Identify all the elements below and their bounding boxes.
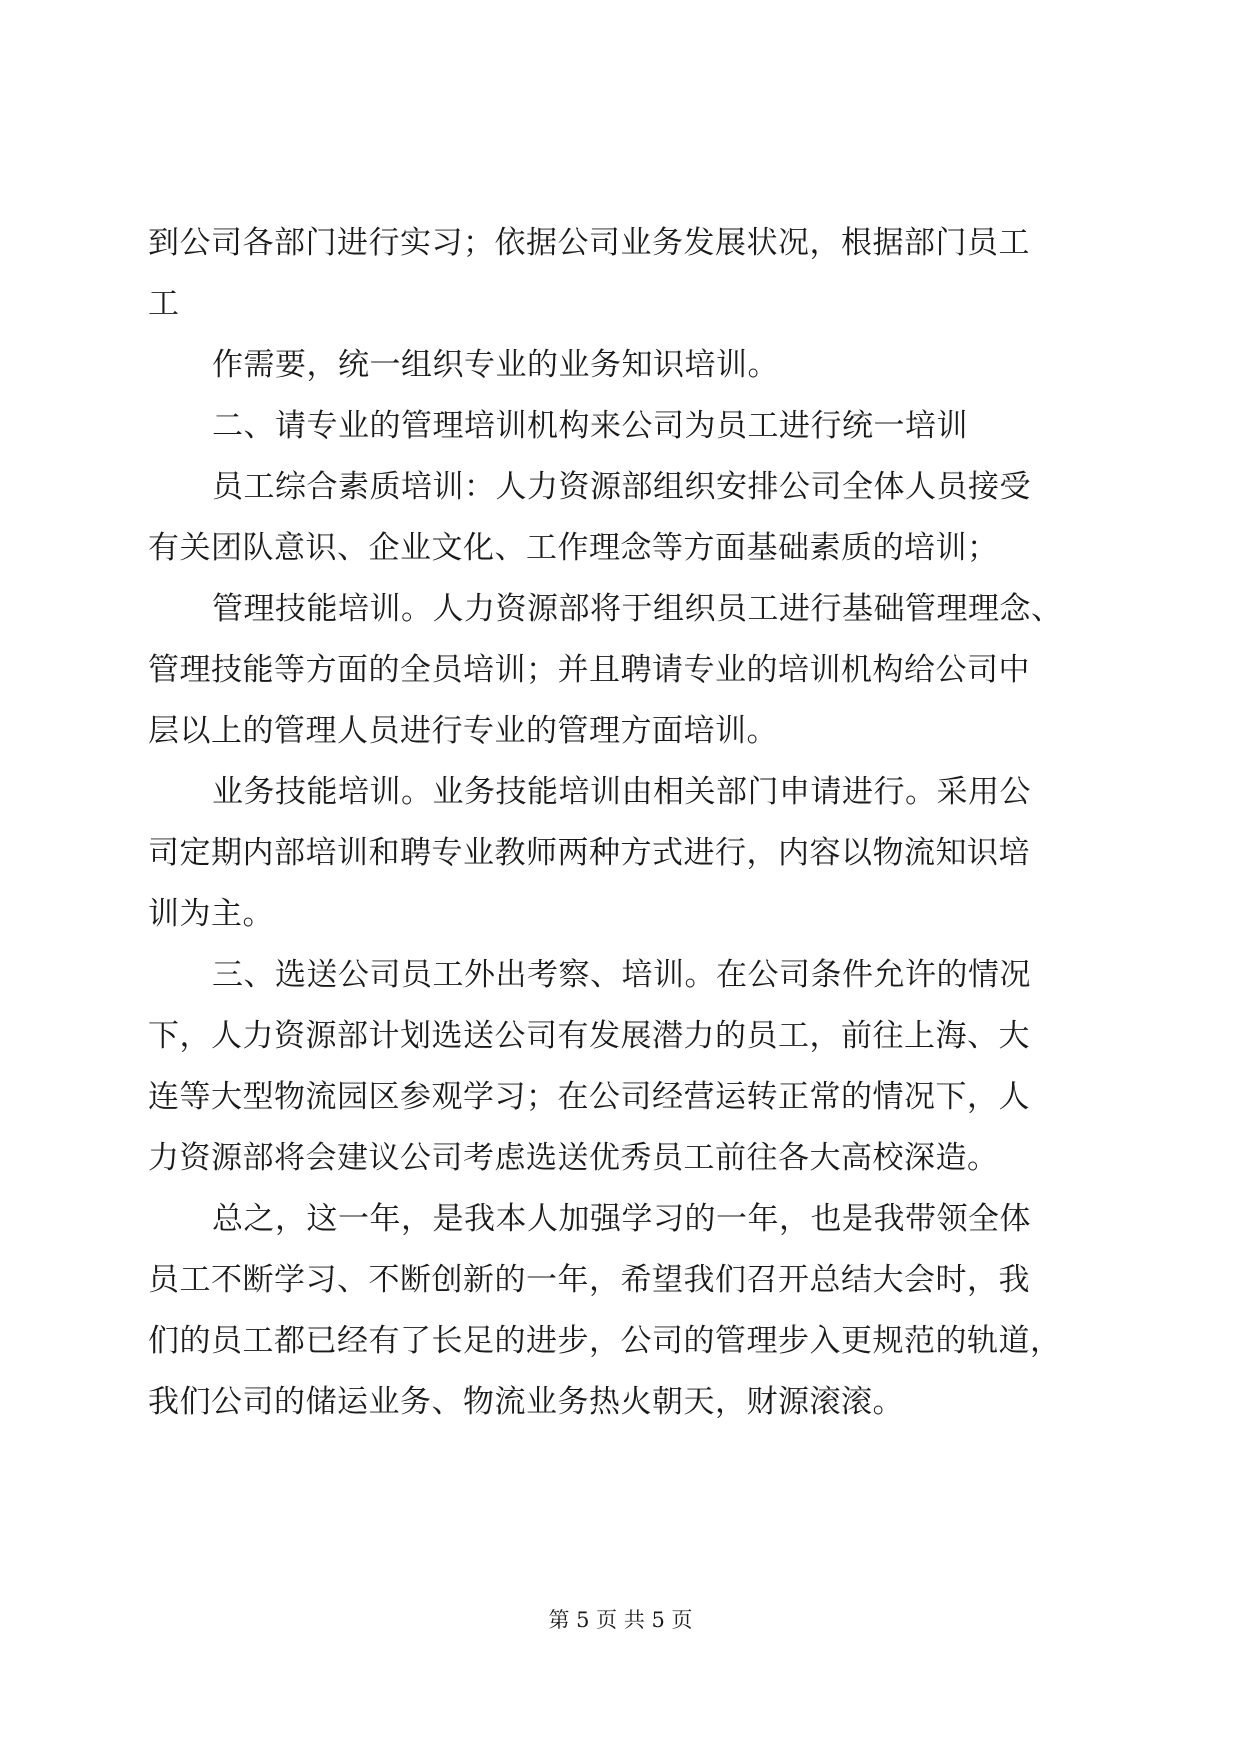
text-line: 连等大型物流园区参观学习；在公司经营运转正常的情况下，人: [148, 1079, 1030, 1115]
text-line: 有关团队意识、企业文化、工作理念等方面基础素质的培训；: [148, 530, 999, 566]
text-line: 训为主。: [148, 896, 274, 932]
text-line: 总之，这一年，是我本人加强学习的一年，也是我带领全体: [212, 1201, 1031, 1237]
text-line: 作需要，统一组织专业的业务知识培训。: [212, 347, 779, 383]
page-footer: 第 5 页 共 5 页: [548, 1608, 693, 1632]
text-line: 工: [148, 286, 180, 322]
text-line: 管理技能等方面的全员培训；并且聘请专业的培训机构给公司中: [148, 652, 1030, 688]
text-line: 员工不断学习、不断创新的一年，希望我们召开总结大会时，我: [148, 1262, 1030, 1298]
text-line: 我们公司的储运业务、物流业务热火朝天，财源滚滚。: [148, 1384, 904, 1420]
text-line: 业务技能培训。业务技能培训由相关部门申请进行。采用公: [212, 774, 1031, 810]
text-line: 司定期内部培训和聘专业教师两种方式进行，内容以物流知识培: [148, 835, 1030, 871]
text-line: 二、请专业的管理培训机构来公司为员工进行统一培训: [212, 408, 968, 444]
text-line: 层以上的管理人员进行专业的管理方面培训。: [148, 713, 778, 749]
text-line: 管理技能培训。人力资源部将于组织员工进行基础管理理念、: [212, 591, 1063, 627]
text-line: 下，人力资源部计划选送公司有发展潜力的员工，前往上海、大: [148, 1018, 1030, 1054]
body-text: [148, 225, 1088, 1420]
text-line: 们的员工都已经有了长足的进步，公司的管理步入更规范的轨道，: [148, 1323, 1062, 1359]
text-line: 三、选送公司员工外出考察、培训。在公司条件允许的情况: [212, 957, 1031, 993]
text-line: 到公司各部门进行实习；依据公司业务发展状况，根据部门员工: [148, 225, 1030, 261]
text-line: 员工综合素质培训：人力资源部组织安排公司全体人员接受: [212, 469, 1031, 505]
text-line: 力资源部将会建议公司考虑选送优秀员工前往各大高校深造。: [148, 1140, 999, 1176]
